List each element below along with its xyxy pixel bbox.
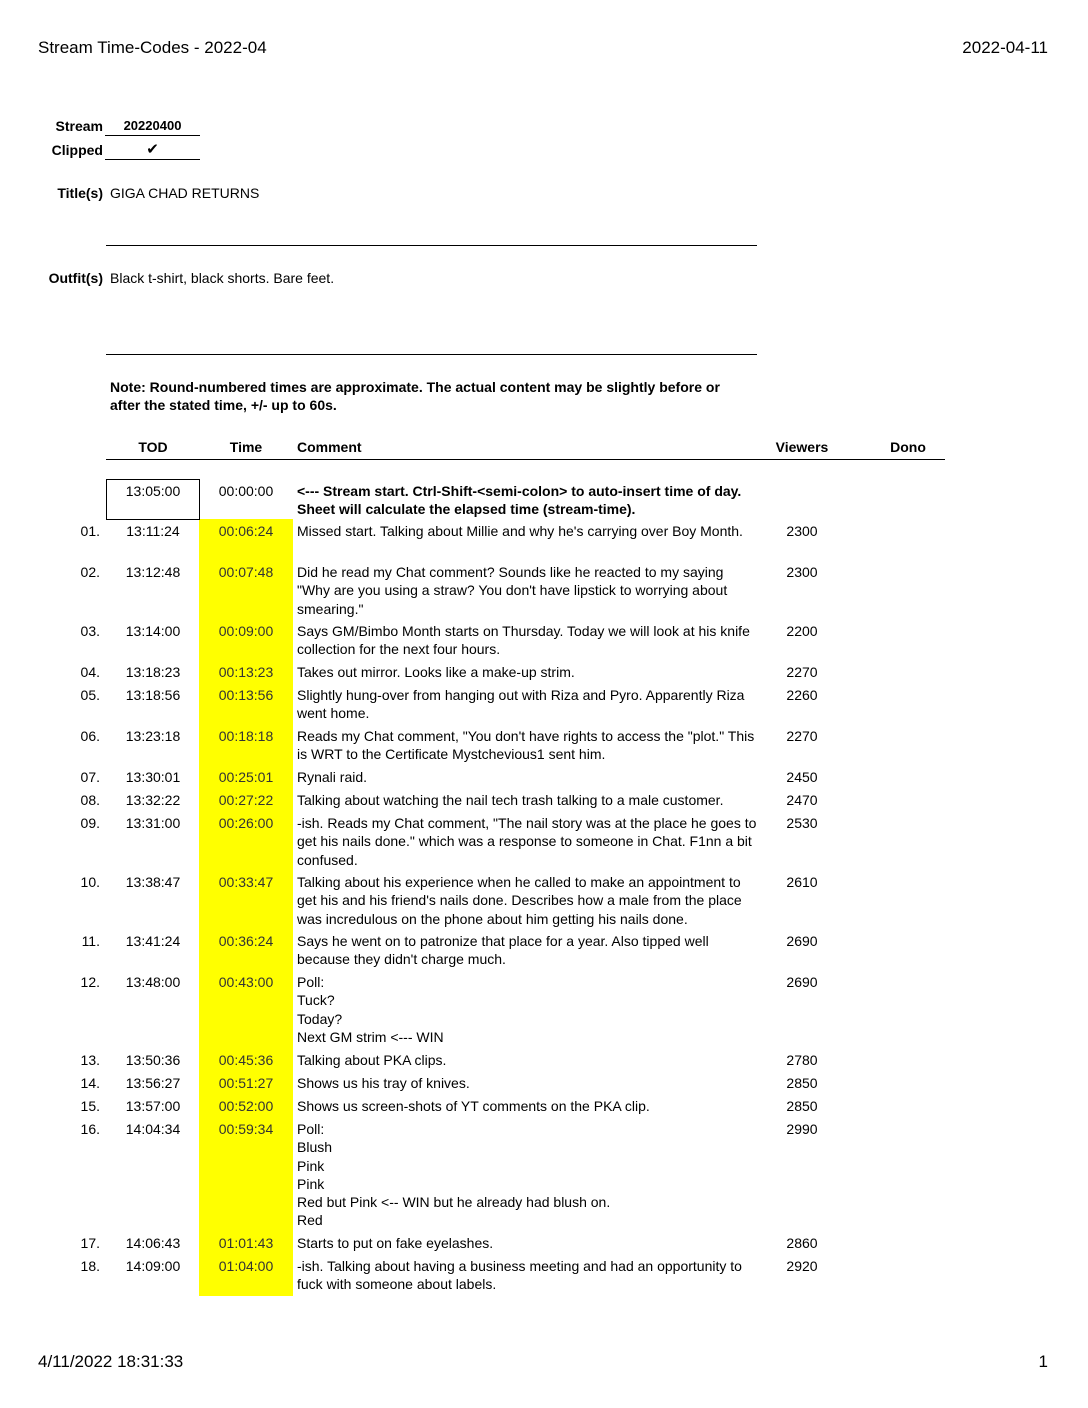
header-rule — [106, 459, 945, 460]
row-comment: Poll: Tuck? Today? Next GM strim <--- WIN — [297, 974, 444, 1045]
column-header-time: Time — [229, 439, 263, 455]
row-comment: Reads my Chat comment, "You don't have rights to access the "plot." This is WRT to the Certificate Mystchevious1 sent him. — [297, 728, 755, 763]
row-tod: 13:18:23 — [125, 664, 181, 680]
row-viewers: 2990 — [786, 1121, 818, 1137]
row-viewers: 2270 — [786, 664, 818, 680]
row-number: 18. — [80, 1258, 100, 1274]
row-viewers: 2300 — [786, 564, 818, 580]
row-viewers: 2780 — [786, 1052, 818, 1068]
row-tod: 14:04:34 — [125, 1121, 181, 1137]
row-comment: Rynali raid. — [297, 769, 368, 785]
row-comment: Takes out mirror. Looks like a make-up strim. — [297, 664, 575, 680]
row-comment: Missed start. Talking about Millie and why he's carrying over Boy Month. — [297, 523, 743, 539]
row-viewers: 2200 — [786, 623, 818, 639]
row-tod: 13:11:24 — [126, 523, 180, 539]
titles-rule — [106, 245, 757, 246]
row-comment: -ish. Reads my Chat comment, "The nail story was at the place he goes to get his nails done." which was a response to someone in Chat. F1nn a bit confused. — [297, 815, 757, 868]
row-number: 16. — [80, 1121, 100, 1137]
row-viewers: 2690 — [786, 974, 818, 990]
row-number: 10. — [80, 874, 100, 890]
row-time: 00:52:00 — [218, 1098, 274, 1114]
row-time: 00:33:47 — [218, 874, 274, 890]
row-viewers: 2920 — [786, 1258, 818, 1274]
row-comment: Starts to put on fake eyelashes. — [297, 1235, 494, 1251]
row-comment: Did he read my Chat comment? Sounds like he reacted to my saying "Why are you using a straw? You don't have lipstick to worrying about smearing." — [297, 564, 728, 617]
row-comment: Shows us screen-shots of YT comments on the PKA clip. — [297, 1098, 650, 1114]
row-time: 00:13:56 — [218, 687, 274, 703]
row-tod: 13:32:22 — [125, 792, 181, 808]
row-number: 12. — [80, 974, 100, 990]
row-time: 00:45:36 — [218, 1052, 274, 1068]
row-time: 01:04:00 — [218, 1258, 274, 1274]
row-tod: 13:57:00 — [125, 1098, 181, 1114]
row-number: 15. — [80, 1098, 100, 1114]
row-tod: 13:31:00 — [125, 815, 181, 831]
row-viewers: 2450 — [786, 769, 818, 785]
row-viewers: 2530 — [786, 815, 818, 831]
row-viewers: 2850 — [786, 1075, 818, 1091]
row-tod: 14:09:00 — [125, 1258, 181, 1274]
column-header-dono: Dono — [890, 439, 926, 455]
row-time: 00:25:01 — [218, 769, 274, 785]
clipped-label: Clipped — [51, 142, 103, 158]
page-number: 1 — [1038, 1352, 1048, 1371]
row-tod: 13:14:00 — [125, 623, 181, 639]
row-viewers: 2610 — [786, 874, 818, 890]
page-title: Stream Time-Codes - 2022-04 — [38, 38, 267, 57]
row-viewers: 2860 — [786, 1235, 818, 1251]
row-time: 00:43:00 — [218, 974, 274, 990]
row-tod: 13:23:18 — [125, 728, 181, 744]
outfits-label: Outfit(s) — [48, 270, 103, 286]
row-number: 17. — [80, 1235, 100, 1251]
row-tod: 13:12:48 — [125, 564, 181, 580]
row-viewers: 2300 — [786, 523, 818, 539]
row-number: 09. — [80, 815, 100, 831]
row-viewers: 2690 — [786, 933, 818, 949]
row-comment: Says he went on to patronize that place for a year. Also tipped well because they didn't charge much. — [297, 933, 709, 968]
row-tod: 13:18:56 — [125, 687, 181, 703]
row-viewers: 2260 — [786, 687, 818, 703]
row-tod: 13:56:27 — [125, 1075, 181, 1091]
row-time: 00:51:27 — [218, 1075, 274, 1091]
row-number: 07. — [80, 769, 100, 785]
row-time: 00:18:18 — [218, 728, 274, 744]
titles-label: Title(s) — [57, 185, 103, 201]
row-number: 11. — [81, 933, 100, 949]
row-time: 00:27:22 — [218, 792, 274, 808]
titles-value: GIGA CHAD RETURNS — [110, 185, 260, 201]
row-time: 00:13:23 — [218, 664, 274, 680]
row-tod: 13:30:01 — [125, 769, 181, 785]
row-comment: Says GM/Bimbo Month starts on Thursday. Today we will look at his knife collection for the next four hours. — [297, 623, 750, 658]
row-viewers: 2470 — [786, 792, 818, 808]
column-header-viewers: Viewers — [775, 439, 829, 455]
row-number: 04. — [80, 664, 100, 680]
row-number: 03. — [80, 623, 100, 639]
stream-value: 20220400 — [105, 117, 200, 136]
row-comment: Talking about watching the nail tech trash talking to a male customer. — [297, 792, 724, 808]
row-comment: Shows us his tray of knives. — [297, 1075, 470, 1091]
row-number: 05. — [80, 687, 100, 703]
row-tod: 13:41:24 — [125, 933, 181, 949]
row-comment: Talking about PKA clips. — [297, 1052, 447, 1068]
row-number: 14. — [80, 1075, 100, 1091]
row-comment: Poll: Blush Pink Pink Red but Pink <-- WIN but he already had blush on. Red — [297, 1121, 611, 1229]
row-time: 00:09:00 — [218, 623, 274, 639]
row-viewers: 2270 — [786, 728, 818, 744]
outfits-value: Black t-shirt, black shorts. Bare feet. — [110, 270, 335, 286]
clipped-checkmark-icon: ✔ — [105, 141, 200, 160]
start-comment: <--- Stream start. Ctrl-Shift-<semi-colon> to auto-insert time of day. Sheet will calculate the elapsed time (stream-time). — [297, 483, 742, 518]
row-number: 08. — [80, 792, 100, 808]
row-comment: -ish. Talking about having a business meeting and had an opportunity to fuck with someone about labels. — [297, 1258, 742, 1293]
row-comment: Slightly hung-over from hanging out with Riza and Pyro. Apparently Riza went home. — [297, 687, 745, 722]
row-tod: 13:38:47 — [125, 874, 181, 890]
footer-timestamp: 4/11/2022 18:31:33 — [38, 1352, 184, 1371]
row-number: 06. — [80, 728, 100, 744]
row-time: 00:07:48 — [218, 564, 274, 580]
row-number: 02. — [80, 564, 100, 580]
row-time: 00:06:24 — [218, 523, 274, 539]
row-time: 00:26:00 — [218, 815, 274, 831]
outfits-rule — [106, 354, 757, 355]
row-number: 13. — [80, 1052, 100, 1068]
row-comment: Talking about his experience when he called to make an appointment to get his and his friend's nails done. Describes how a male from the place was incredulous on the phone about him getting his nails done. — [297, 874, 742, 927]
approximation-note: Note: Round-numbered times are approximate. The actual content may be slightly before or after the stated time, +/- up to 60s. — [110, 379, 720, 413]
row-viewers: 2850 — [786, 1098, 818, 1114]
row-tod: 13:50:36 — [125, 1052, 181, 1068]
row-tod: 14:06:43 — [125, 1235, 181, 1251]
row-time: 00:36:24 — [218, 933, 274, 949]
stream-label: Stream — [55, 118, 103, 134]
start-tod: 13:05:00 — [125, 483, 181, 499]
row-time: 00:59:34 — [218, 1121, 274, 1137]
row-number: 01. — [80, 523, 100, 539]
column-header-tod: TOD — [138, 439, 168, 455]
header-date: 2022-04-11 — [962, 38, 1048, 57]
start-time: 00:00:00 — [218, 483, 274, 499]
row-tod: 13:48:00 — [125, 974, 181, 990]
column-header-comment: Comment — [297, 439, 362, 455]
row-time: 01:01:43 — [218, 1235, 274, 1251]
